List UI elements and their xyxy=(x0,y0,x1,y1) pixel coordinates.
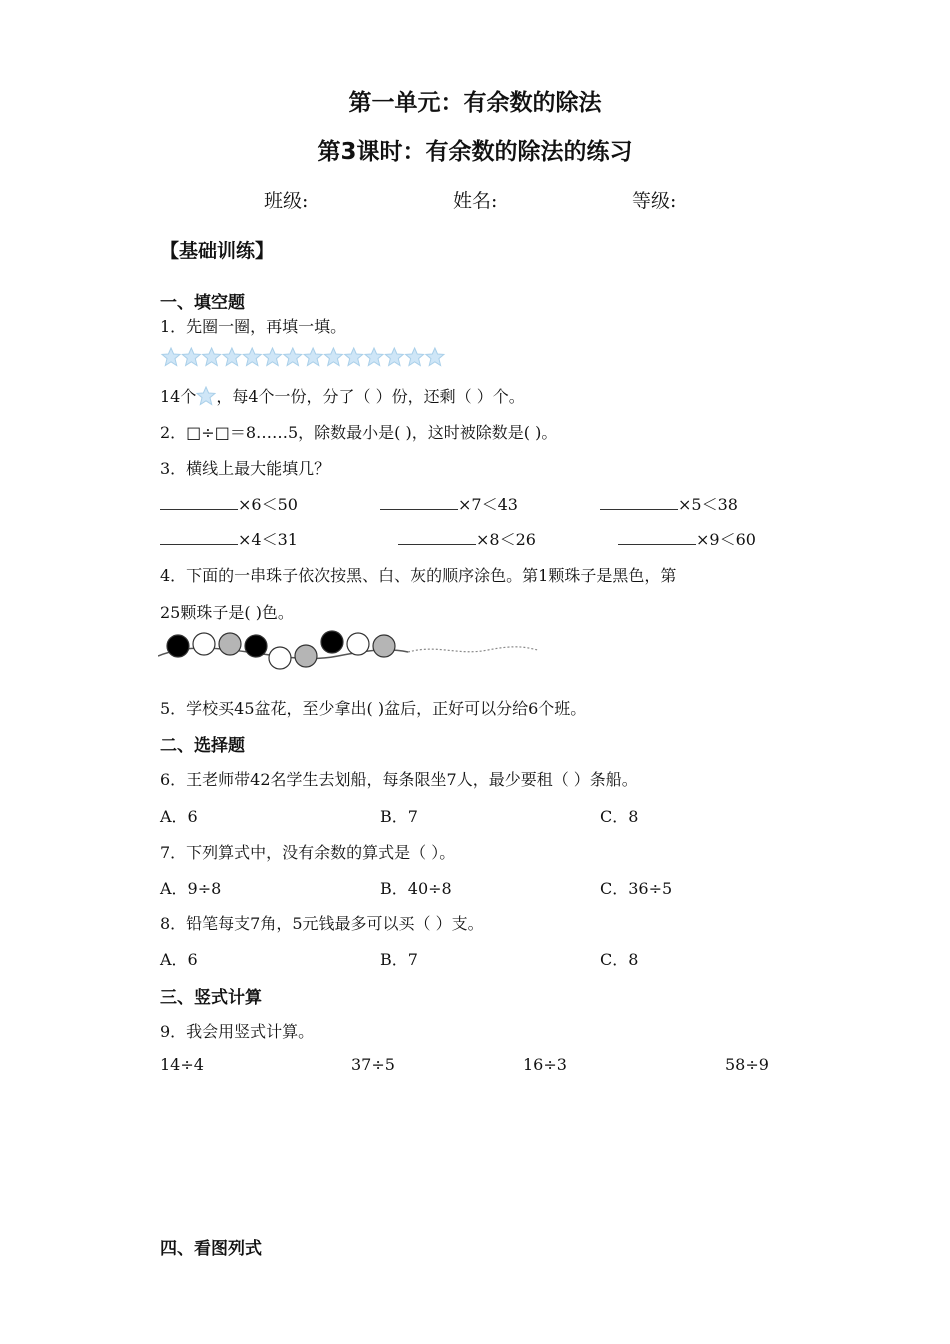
grade-label: 等级: xyxy=(632,190,677,212)
section-choice-heading: 二、选择题 xyxy=(160,736,245,756)
star-icon xyxy=(223,348,241,366)
q3-item-5-expr: ×8＜26 xyxy=(476,530,536,549)
bead-white xyxy=(193,633,215,655)
q3-item-2 xyxy=(380,492,518,515)
question-2-text: 2．□÷□＝8……5，除数最小是( )，这时被除数是( )。 xyxy=(160,423,558,442)
question-4-line-1: 4．下面的一串珠子依次按黑、白、灰的顺序涂色。第1颗珠子是黑色，第 xyxy=(160,566,677,585)
question-1-blanks-text: ，每4个一份，分了（ ）份，还剩（ ）个。 xyxy=(216,387,525,406)
star-icon xyxy=(182,348,200,366)
question-1-answer-line xyxy=(160,384,525,407)
q3-item-3-expr: ×5＜38 xyxy=(678,495,738,514)
q3-item-2-expr: ×7＜43 xyxy=(458,495,518,514)
star-icon xyxy=(162,348,180,366)
q3-item-4-expr: ×4＜31 xyxy=(238,530,298,549)
basic-training-heading: 【基础训练】 xyxy=(160,240,275,262)
name-label: 姓名: xyxy=(453,190,498,212)
answer-blank[interactable] xyxy=(398,531,476,545)
answer-blank[interactable] xyxy=(160,496,238,510)
question-8-text: 8．铅笔每支7角，5元钱最多可以买（ ）支。 xyxy=(160,914,484,933)
answer-blank[interactable] xyxy=(618,531,696,545)
bead-black xyxy=(167,635,189,657)
star-icon xyxy=(406,348,424,366)
q7-option-a[interactable]: A．9÷8 xyxy=(160,879,222,898)
answer-blank[interactable] xyxy=(380,496,458,510)
star-icon xyxy=(196,386,216,406)
q3-item-1-expr: ×6＜50 xyxy=(238,495,298,514)
q7-option-b[interactable]: B．40÷8 xyxy=(380,879,452,898)
question-7-text: 7．下列算式中，没有余数的算式是（ ）。 xyxy=(160,843,456,862)
q9-item-2: 37÷5 xyxy=(351,1055,395,1074)
q3-item-1 xyxy=(160,492,298,515)
bead-gray xyxy=(373,635,395,657)
star-icon xyxy=(243,348,261,366)
q9-item-3: 16÷3 xyxy=(523,1055,567,1074)
q6-option-a[interactable]: A．6 xyxy=(160,807,198,826)
star-icon xyxy=(304,348,322,366)
q8-option-a[interactable]: A．6 xyxy=(160,950,198,969)
q3-item-6-expr: ×9＜60 xyxy=(696,530,756,549)
star-icon xyxy=(264,348,282,366)
q9-item-1: 14÷4 xyxy=(160,1055,204,1074)
section-fill-heading: 一、填空题 xyxy=(160,293,245,313)
star-icon xyxy=(426,348,444,366)
question-5-text: 5．学校买45盆花，至少拿出( )盆后，正好可以分给6个班。 xyxy=(160,699,587,718)
star-icon xyxy=(385,348,403,366)
q6-option-c[interactable]: C．8 xyxy=(600,807,639,826)
question-6-text: 6．王老师带42名学生去划船，每条限坐7人，最少要租（ ）条船。 xyxy=(160,770,638,789)
star-icon xyxy=(284,348,302,366)
q3-item-4 xyxy=(160,527,298,550)
answer-blank[interactable] xyxy=(600,496,678,510)
section-picture-heading: 四、看图列式 xyxy=(160,1239,262,1259)
q3-item-3 xyxy=(600,492,738,515)
star-icon xyxy=(365,348,383,366)
star-icon xyxy=(345,348,363,366)
q3-item-5 xyxy=(398,527,536,550)
question-9-text: 9．我会用竖式计算。 xyxy=(160,1022,315,1041)
question-4-line-2: 25颗珠子是( )色。 xyxy=(160,603,294,622)
star-row xyxy=(160,344,450,370)
page-title: 第一单元：有余数的除法 xyxy=(348,90,602,116)
star-icon xyxy=(324,348,342,366)
bead-black xyxy=(321,631,343,653)
q8-option-c[interactable]: C．8 xyxy=(600,950,639,969)
question-1-count-text: 14个 xyxy=(160,387,197,406)
q3-item-6 xyxy=(618,527,756,550)
bead-gray xyxy=(295,645,317,667)
q7-option-c[interactable]: C．36÷5 xyxy=(600,879,673,898)
q9-item-4: 58÷9 xyxy=(725,1055,769,1074)
question-3-text: 3．横线上最大能填几？ xyxy=(160,459,331,478)
bead-white xyxy=(347,633,369,655)
bead-string xyxy=(158,626,540,676)
answer-blank[interactable] xyxy=(160,531,238,545)
q8-option-b[interactable]: B．7 xyxy=(380,950,418,969)
lesson-subtitle: 第3课时：有余数的除法的练习 xyxy=(317,139,633,165)
bead-black xyxy=(245,635,267,657)
q6-option-b[interactable]: B．7 xyxy=(380,807,418,826)
section-vertical-heading: 三、竖式计算 xyxy=(160,988,262,1008)
question-1-text: 1．先圈一圈，再填一填。 xyxy=(160,317,347,336)
bead-gray xyxy=(219,633,241,655)
bead-white xyxy=(269,647,291,669)
class-label: 班级: xyxy=(264,190,309,212)
star-icon xyxy=(203,348,221,366)
string-line-dotted xyxy=(408,647,538,652)
